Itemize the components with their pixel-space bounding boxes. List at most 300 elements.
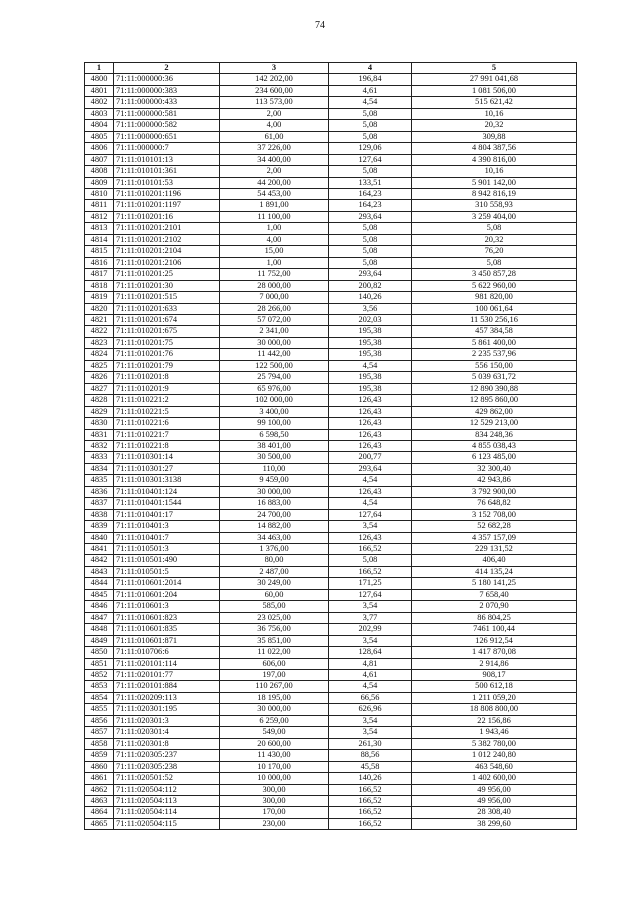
unit-value-cell: 4,54 xyxy=(329,475,412,486)
total-value-cell: 229 131,52 xyxy=(412,544,577,555)
area-cell: 20 600,00 xyxy=(220,738,329,749)
unit-value-cell: 127,64 xyxy=(329,154,412,165)
cadastral-number-cell: 71:11:020504:112 xyxy=(114,784,220,795)
total-value-cell: 5 861 400,00 xyxy=(412,337,577,348)
table-row xyxy=(85,131,577,142)
unit-value-cell: 3,54 xyxy=(329,727,412,738)
area-cell: 110,00 xyxy=(220,463,329,474)
cadastral-number-cell: 71:11:010706:6 xyxy=(114,647,220,658)
row-number-cell: 4819 xyxy=(85,292,114,303)
total-value-cell: 27 991 041,68 xyxy=(412,74,577,85)
row-number-cell: 4857 xyxy=(85,727,114,738)
area-cell: 10 170,00 xyxy=(220,761,329,772)
total-value-cell: 1 012 240,80 xyxy=(412,750,577,761)
table-row xyxy=(85,532,577,543)
row-number-cell: 4838 xyxy=(85,509,114,520)
area-cell: 54 453,00 xyxy=(220,188,329,199)
cadastral-number-cell: 71:11:020101:114 xyxy=(114,658,220,669)
total-value-cell: 7461 100,44 xyxy=(412,624,577,635)
area-cell: 122 500,00 xyxy=(220,360,329,371)
total-value-cell: 429 862,00 xyxy=(412,406,577,417)
area-cell: 1,00 xyxy=(220,223,329,234)
unit-value-cell: 4,54 xyxy=(329,360,412,371)
total-value-cell: 86 804,25 xyxy=(412,612,577,623)
total-value-cell: 8 942 816,19 xyxy=(412,188,577,199)
row-number-cell: 4802 xyxy=(85,97,114,108)
area-cell: 15,00 xyxy=(220,246,329,257)
row-number-cell: 4836 xyxy=(85,486,114,497)
row-number-cell: 4859 xyxy=(85,750,114,761)
area-cell: 7 000,00 xyxy=(220,292,329,303)
total-value-cell: 32 300,40 xyxy=(412,463,577,474)
total-value-cell: 12 890 390,88 xyxy=(412,383,577,394)
total-value-cell: 52 682,28 xyxy=(412,521,577,532)
table-row xyxy=(85,108,577,119)
cadastral-number-cell: 71:11:010601:823 xyxy=(114,612,220,623)
page-number: 74 xyxy=(315,20,325,31)
cadastral-number-cell: 71:11:010201:75 xyxy=(114,337,220,348)
cadastral-table xyxy=(84,62,577,830)
total-value-cell: 981 820,00 xyxy=(412,292,577,303)
table-row xyxy=(85,475,577,486)
unit-value-cell: 45,58 xyxy=(329,761,412,772)
row-number-cell: 4847 xyxy=(85,612,114,623)
row-number-cell: 4820 xyxy=(85,303,114,314)
unit-value-cell: 133,51 xyxy=(329,177,412,188)
table-row xyxy=(85,521,577,532)
row-number-cell: 4806 xyxy=(85,143,114,154)
table-row xyxy=(85,337,577,348)
area-cell: 2,00 xyxy=(220,166,329,177)
table-row xyxy=(85,349,577,360)
row-number-cell: 4841 xyxy=(85,544,114,555)
unit-value-cell: 3,56 xyxy=(329,303,412,314)
table-row xyxy=(85,440,577,451)
row-number-cell: 4817 xyxy=(85,269,114,280)
area-cell: 60,00 xyxy=(220,589,329,600)
unit-value-cell: 166,52 xyxy=(329,807,412,818)
area-cell: 28 000,00 xyxy=(220,280,329,291)
total-value-cell: 42 943,86 xyxy=(412,475,577,486)
total-value-cell: 38 299,60 xyxy=(412,818,577,829)
table-row xyxy=(85,211,577,222)
row-number-cell: 4851 xyxy=(85,658,114,669)
cadastral-number-cell: 71:11:000000:36 xyxy=(114,74,220,85)
cadastral-number-cell: 71:11:010201:675 xyxy=(114,326,220,337)
row-number-cell: 4804 xyxy=(85,120,114,131)
total-value-cell: 20,32 xyxy=(412,120,577,131)
row-number-cell: 4831 xyxy=(85,429,114,440)
cadastral-number-cell: 71:11:020301:8 xyxy=(114,738,220,749)
row-number-cell: 4834 xyxy=(85,463,114,474)
unit-value-cell: 126,43 xyxy=(329,486,412,497)
area-cell: 9 459,00 xyxy=(220,475,329,486)
table-row xyxy=(85,624,577,635)
total-value-cell: 10,16 xyxy=(412,108,577,119)
row-number-cell: 4807 xyxy=(85,154,114,165)
total-value-cell: 126 912,54 xyxy=(412,635,577,646)
area-cell: 3 400,00 xyxy=(220,406,329,417)
area-cell: 1 891,00 xyxy=(220,200,329,211)
total-value-cell: 310 558,93 xyxy=(412,200,577,211)
unit-value-cell: 126,43 xyxy=(329,418,412,429)
row-number-cell: 4852 xyxy=(85,670,114,681)
cadastral-number-cell: 71:11:010501:5 xyxy=(114,566,220,577)
cadastral-number-cell: 71:11:020504:113 xyxy=(114,796,220,807)
row-number-cell: 4816 xyxy=(85,257,114,268)
area-cell: 1,00 xyxy=(220,257,329,268)
table-row xyxy=(85,544,577,555)
area-cell: 57 072,00 xyxy=(220,314,329,325)
table-row xyxy=(85,704,577,715)
cadastral-number-cell: 71:11:010201:2101 xyxy=(114,223,220,234)
table-row xyxy=(85,818,577,829)
total-value-cell: 12 895 860,00 xyxy=(412,395,577,406)
table-row xyxy=(85,74,577,85)
row-number-cell: 4837 xyxy=(85,498,114,509)
table-row xyxy=(85,372,577,383)
area-cell: 30 000,00 xyxy=(220,704,329,715)
cadastral-number-cell: 71:11:000000:582 xyxy=(114,120,220,131)
cadastral-number-cell: 71:11:010201:1197 xyxy=(114,200,220,211)
total-value-cell: 834 248,36 xyxy=(412,429,577,440)
cadastral-number-cell: 71:11:010201:8 xyxy=(114,372,220,383)
cadastral-number-cell: 71:11:010221:8 xyxy=(114,440,220,451)
total-value-cell: 10,16 xyxy=(412,166,577,177)
row-number-cell: 4861 xyxy=(85,773,114,784)
total-value-cell: 309,88 xyxy=(412,131,577,142)
unit-value-cell: 4,61 xyxy=(329,85,412,96)
cadastral-number-cell: 71:11:010201:2104 xyxy=(114,246,220,257)
area-cell: 113 573,00 xyxy=(220,97,329,108)
area-cell: 606,00 xyxy=(220,658,329,669)
unit-value-cell: 166,52 xyxy=(329,796,412,807)
row-number-cell: 4855 xyxy=(85,704,114,715)
row-number-cell: 4856 xyxy=(85,715,114,726)
row-number-cell: 4848 xyxy=(85,624,114,635)
unit-value-cell: 293,64 xyxy=(329,269,412,280)
area-cell: 10 000,00 xyxy=(220,773,329,784)
row-number-cell: 4813 xyxy=(85,223,114,234)
area-cell: 30 249,00 xyxy=(220,578,329,589)
table-row xyxy=(85,658,577,669)
total-value-cell: 3 152 708,00 xyxy=(412,509,577,520)
table-row xyxy=(85,796,577,807)
unit-value-cell: 3,54 xyxy=(329,635,412,646)
cadastral-number-cell: 71:11:020209:113 xyxy=(114,692,220,703)
cadastral-number-cell: 71:11:010101:53 xyxy=(114,177,220,188)
table-row xyxy=(85,326,577,337)
row-number-cell: 4827 xyxy=(85,383,114,394)
cadastral-number-cell: 71:11:020101:77 xyxy=(114,670,220,681)
table-row xyxy=(85,143,577,154)
column-header-area: 3 xyxy=(220,63,329,74)
table-row xyxy=(85,200,577,211)
unit-value-cell: 129,06 xyxy=(329,143,412,154)
unit-value-cell: 126,43 xyxy=(329,406,412,417)
unit-value-cell: 4,54 xyxy=(329,681,412,692)
total-value-cell: 2 235 537,96 xyxy=(412,349,577,360)
unit-value-cell: 4,81 xyxy=(329,658,412,669)
cadastral-number-cell: 71:11:010301:27 xyxy=(114,463,220,474)
unit-value-cell: 127,64 xyxy=(329,589,412,600)
total-value-cell: 12 529 213,00 xyxy=(412,418,577,429)
total-value-cell: 406,40 xyxy=(412,555,577,566)
unit-value-cell: 3,54 xyxy=(329,521,412,532)
unit-value-cell: 195,38 xyxy=(329,383,412,394)
total-value-cell: 1 211 059,20 xyxy=(412,692,577,703)
unit-value-cell: 126,43 xyxy=(329,429,412,440)
unit-value-cell: 200,77 xyxy=(329,452,412,463)
table-row xyxy=(85,670,577,681)
area-cell: 102 000,00 xyxy=(220,395,329,406)
total-value-cell: 414 135,24 xyxy=(412,566,577,577)
table-row xyxy=(85,246,577,257)
row-number-cell: 4853 xyxy=(85,681,114,692)
cadastral-number-cell: 71:11:010201:2102 xyxy=(114,234,220,245)
unit-value-cell: 5,08 xyxy=(329,120,412,131)
unit-value-cell: 202,99 xyxy=(329,624,412,635)
table-row xyxy=(85,97,577,108)
cadastral-number-cell: 71:11:010221:5 xyxy=(114,406,220,417)
area-cell: 4,00 xyxy=(220,234,329,245)
table-row xyxy=(85,566,577,577)
table-row xyxy=(85,647,577,658)
table-row xyxy=(85,773,577,784)
cadastral-number-cell: 71:11:010201:633 xyxy=(114,303,220,314)
unit-value-cell: 4,54 xyxy=(329,498,412,509)
total-value-cell: 49 956,00 xyxy=(412,796,577,807)
unit-value-cell: 140,26 xyxy=(329,292,412,303)
total-value-cell: 3 792 900,00 xyxy=(412,486,577,497)
area-cell: 99 100,00 xyxy=(220,418,329,429)
table-row xyxy=(85,303,577,314)
cadastral-number-cell: 71:11:020504:115 xyxy=(114,818,220,829)
table-row xyxy=(85,269,577,280)
total-value-cell: 908,17 xyxy=(412,670,577,681)
table-row xyxy=(85,166,577,177)
area-cell: 16 883,00 xyxy=(220,498,329,509)
cadastral-number-cell: 71:11:010501:490 xyxy=(114,555,220,566)
total-value-cell: 5 039 631,72 xyxy=(412,372,577,383)
row-number-cell: 4864 xyxy=(85,807,114,818)
area-cell: 6 259,00 xyxy=(220,715,329,726)
area-cell: 61,00 xyxy=(220,131,329,142)
table-row xyxy=(85,383,577,394)
cadastral-number-cell: 71:11:010401:17 xyxy=(114,509,220,520)
total-value-cell: 3 450 857,28 xyxy=(412,269,577,280)
area-cell: 35 851,00 xyxy=(220,635,329,646)
unit-value-cell: 293,64 xyxy=(329,211,412,222)
cadastral-number-cell: 71:11:000000:433 xyxy=(114,97,220,108)
total-value-cell: 500 612,18 xyxy=(412,681,577,692)
area-cell: 28 266,00 xyxy=(220,303,329,314)
cadastral-number-cell: 71:11:010401:124 xyxy=(114,486,220,497)
total-value-cell: 18 808 800,00 xyxy=(412,704,577,715)
row-number-cell: 4850 xyxy=(85,647,114,658)
column-header-number: 1 xyxy=(85,63,114,74)
area-cell: 11 442,00 xyxy=(220,349,329,360)
total-value-cell: 3 259 404,00 xyxy=(412,211,577,222)
area-cell: 549,00 xyxy=(220,727,329,738)
area-cell: 30 000,00 xyxy=(220,486,329,497)
table-row xyxy=(85,601,577,612)
table-row xyxy=(85,715,577,726)
unit-value-cell: 127,64 xyxy=(329,509,412,520)
area-cell: 14 882,00 xyxy=(220,521,329,532)
cadastral-number-cell: 71:11:000000:651 xyxy=(114,131,220,142)
unit-value-cell: 5,08 xyxy=(329,234,412,245)
row-number-cell: 4825 xyxy=(85,360,114,371)
table-row xyxy=(85,761,577,772)
cadastral-number-cell: 71:11:010221:2 xyxy=(114,395,220,406)
total-value-cell: 28 308,40 xyxy=(412,807,577,818)
row-number-cell: 4810 xyxy=(85,188,114,199)
table-row xyxy=(85,406,577,417)
header-row xyxy=(85,63,577,74)
cadastral-number-cell: 71:11:020504:114 xyxy=(114,807,220,818)
row-number-cell: 4801 xyxy=(85,85,114,96)
area-cell: 34 463,00 xyxy=(220,532,329,543)
total-value-cell: 5,08 xyxy=(412,223,577,234)
row-number-cell: 4862 xyxy=(85,784,114,795)
total-value-cell: 7 658,40 xyxy=(412,589,577,600)
cadastral-number-cell: 71:11:000000:7 xyxy=(114,143,220,154)
table-row xyxy=(85,188,577,199)
area-cell: 2 341,00 xyxy=(220,326,329,337)
cadastral-number-cell: 71:11:010401:3 xyxy=(114,521,220,532)
row-number-cell: 4854 xyxy=(85,692,114,703)
cadastral-number-cell: 71:11:020301:195 xyxy=(114,704,220,715)
unit-value-cell: 166,52 xyxy=(329,566,412,577)
area-cell: 23 025,00 xyxy=(220,612,329,623)
area-cell: 2,00 xyxy=(220,108,329,119)
cadastral-number-cell: 71:11:010101:13 xyxy=(114,154,220,165)
total-value-cell: 100 061,64 xyxy=(412,303,577,314)
area-cell: 6 598,50 xyxy=(220,429,329,440)
unit-value-cell: 140,26 xyxy=(329,773,412,784)
cadastral-number-cell: 71:11:020301:4 xyxy=(114,727,220,738)
area-cell: 37 226,00 xyxy=(220,143,329,154)
table-row xyxy=(85,681,577,692)
table-row xyxy=(85,234,577,245)
row-number-cell: 4814 xyxy=(85,234,114,245)
cadastral-number-cell: 71:11:020301:3 xyxy=(114,715,220,726)
total-value-cell: 76 648,82 xyxy=(412,498,577,509)
cadastral-number-cell: 71:11:010101:361 xyxy=(114,166,220,177)
total-value-cell: 4 855 038,43 xyxy=(412,440,577,451)
cadastral-number-cell: 71:11:010201:76 xyxy=(114,349,220,360)
row-number-cell: 4824 xyxy=(85,349,114,360)
unit-value-cell: 166,52 xyxy=(329,818,412,829)
cadastral-number-cell: 71:11:010201:79 xyxy=(114,360,220,371)
area-cell: 234 600,00 xyxy=(220,85,329,96)
table-row xyxy=(85,486,577,497)
area-cell: 11 752,00 xyxy=(220,269,329,280)
cadastral-number-cell: 71:11:010201:515 xyxy=(114,292,220,303)
unit-value-cell: 5,08 xyxy=(329,223,412,234)
cadastral-number-cell: 71:11:010301:3138 xyxy=(114,475,220,486)
unit-value-cell: 66,56 xyxy=(329,692,412,703)
row-number-cell: 4844 xyxy=(85,578,114,589)
table-row xyxy=(85,418,577,429)
row-number-cell: 4845 xyxy=(85,589,114,600)
row-number-cell: 4830 xyxy=(85,418,114,429)
area-cell: 36 756,00 xyxy=(220,624,329,635)
cadastral-number-cell: 71:11:010601:871 xyxy=(114,635,220,646)
row-number-cell: 4826 xyxy=(85,372,114,383)
table-row xyxy=(85,452,577,463)
area-cell: 300,00 xyxy=(220,796,329,807)
total-value-cell: 1 402 600,00 xyxy=(412,773,577,784)
row-number-cell: 4809 xyxy=(85,177,114,188)
unit-value-cell: 164,23 xyxy=(329,200,412,211)
unit-value-cell: 195,38 xyxy=(329,372,412,383)
area-cell: 65 976,00 xyxy=(220,383,329,394)
area-cell: 25 794,00 xyxy=(220,372,329,383)
area-cell: 4,00 xyxy=(220,120,329,131)
row-number-cell: 4808 xyxy=(85,166,114,177)
row-number-cell: 4833 xyxy=(85,452,114,463)
cadastral-number-cell: 71:11:000000:581 xyxy=(114,108,220,119)
total-value-cell: 1 943,46 xyxy=(412,727,577,738)
total-value-cell: 20,32 xyxy=(412,234,577,245)
table-row xyxy=(85,635,577,646)
total-value-cell: 11 530 256,16 xyxy=(412,314,577,325)
unit-value-cell: 3,54 xyxy=(329,601,412,612)
total-value-cell: 457 384,58 xyxy=(412,326,577,337)
unit-value-cell: 200,82 xyxy=(329,280,412,291)
cadastral-number-cell: 71:11:020305:237 xyxy=(114,750,220,761)
area-cell: 30 500,00 xyxy=(220,452,329,463)
table-row xyxy=(85,257,577,268)
table-row xyxy=(85,807,577,818)
area-cell: 44 200,00 xyxy=(220,177,329,188)
total-value-cell: 4 357 157,09 xyxy=(412,532,577,543)
area-cell: 110 267,00 xyxy=(220,681,329,692)
row-number-cell: 4858 xyxy=(85,738,114,749)
cadastral-number-cell: 71:11:010201:25 xyxy=(114,269,220,280)
row-number-cell: 4805 xyxy=(85,131,114,142)
cadastral-number-cell: 71:11:010201:1196 xyxy=(114,188,220,199)
unit-value-cell: 126,43 xyxy=(329,395,412,406)
row-number-cell: 4843 xyxy=(85,566,114,577)
table-row xyxy=(85,578,577,589)
total-value-cell: 5 901 142,00 xyxy=(412,177,577,188)
table-row xyxy=(85,360,577,371)
total-value-cell: 49 956,00 xyxy=(412,784,577,795)
area-cell: 142 202,00 xyxy=(220,74,329,85)
total-value-cell: 76,20 xyxy=(412,246,577,257)
cadastral-number-cell: 71:11:010401:7 xyxy=(114,532,220,543)
column-header-cadastral-number: 2 xyxy=(114,63,220,74)
area-cell: 2 487,00 xyxy=(220,566,329,577)
table-row xyxy=(85,509,577,520)
area-cell: 1 376,00 xyxy=(220,544,329,555)
area-cell: 80,00 xyxy=(220,555,329,566)
row-number-cell: 4822 xyxy=(85,326,114,337)
area-cell: 197,00 xyxy=(220,670,329,681)
table-row xyxy=(85,738,577,749)
table-row xyxy=(85,498,577,509)
cadastral-number-cell: 71:11:010201:30 xyxy=(114,280,220,291)
table-row xyxy=(85,292,577,303)
unit-value-cell: 88,56 xyxy=(329,750,412,761)
total-value-cell: 1 081 506,00 xyxy=(412,85,577,96)
unit-value-cell: 166,52 xyxy=(329,784,412,795)
table-row xyxy=(85,784,577,795)
area-cell: 38 401,00 xyxy=(220,440,329,451)
